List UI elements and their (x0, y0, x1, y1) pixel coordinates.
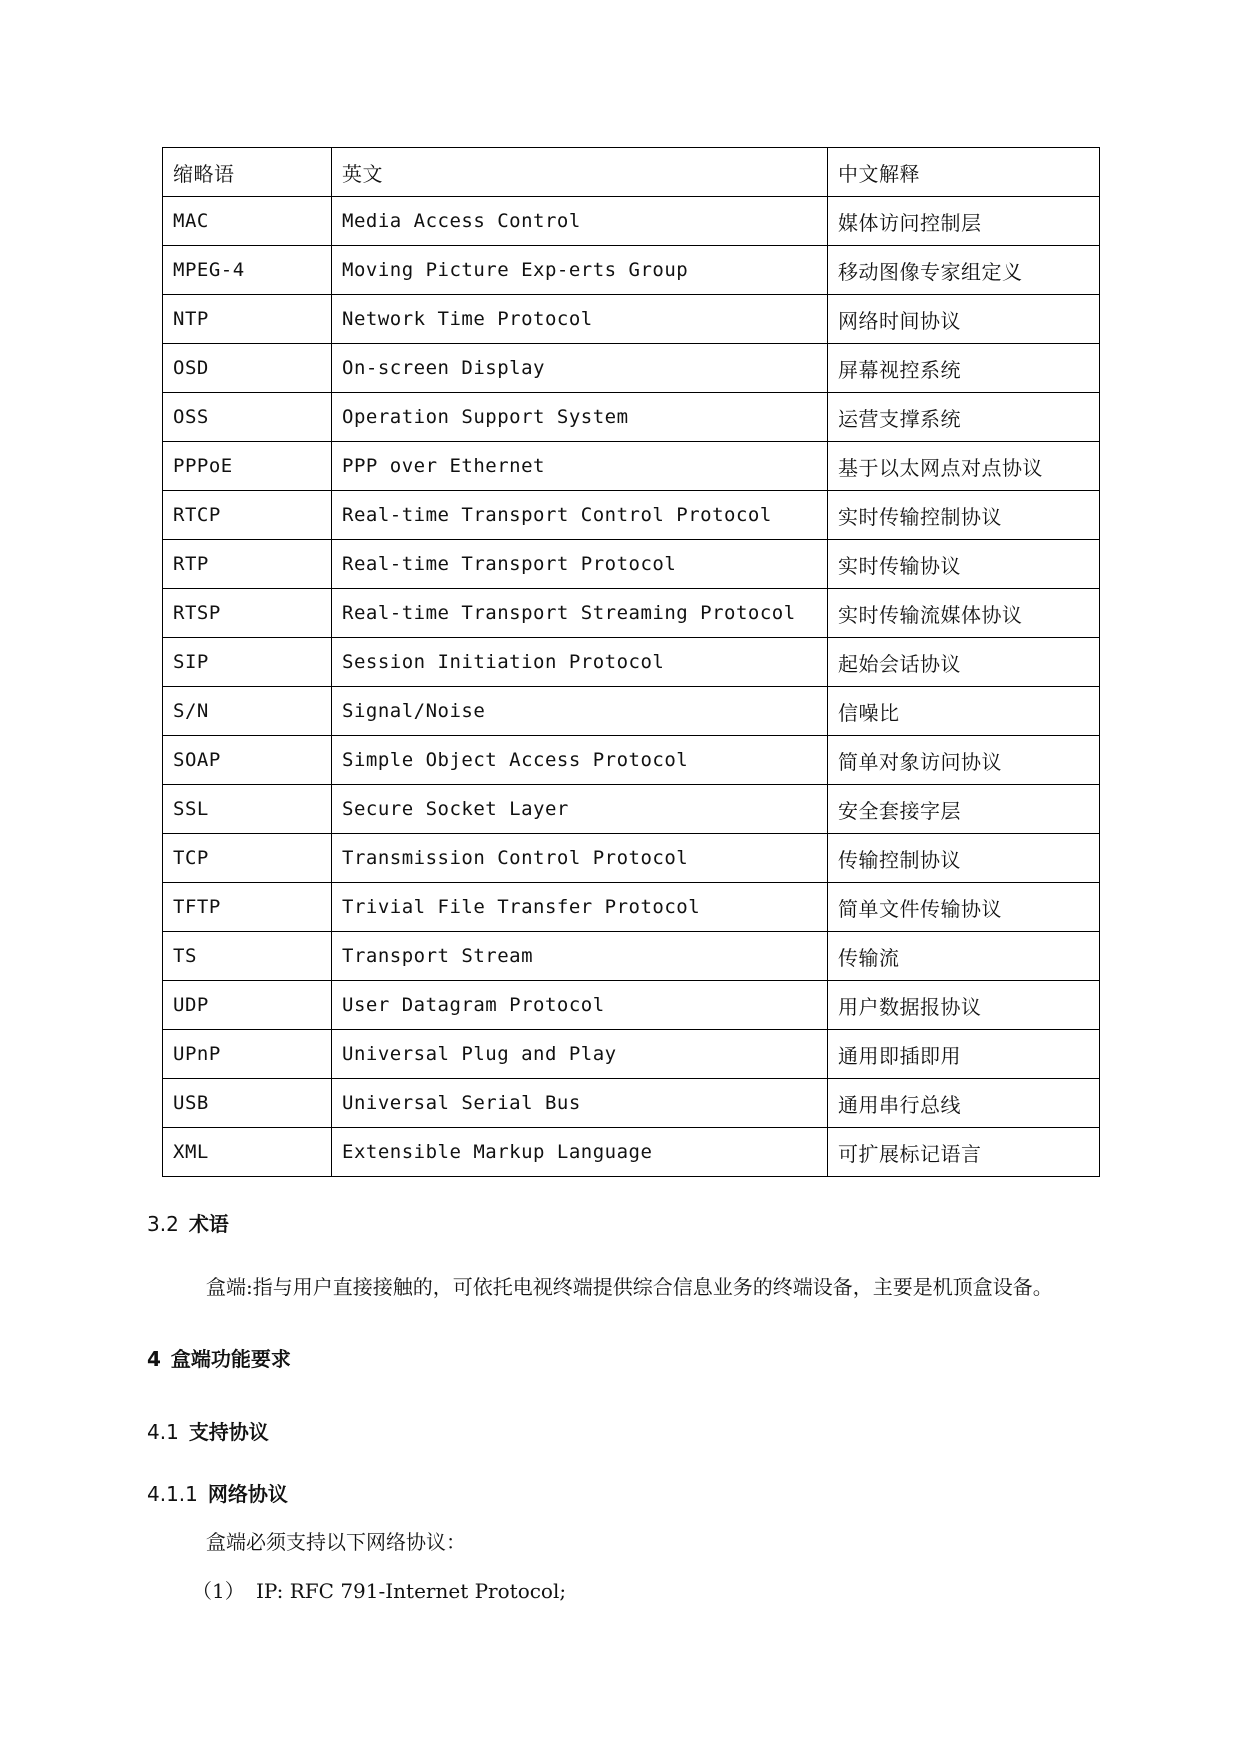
table-row (163, 589, 1100, 638)
table-row (163, 736, 1100, 785)
cell-chinese: 屏幕视控系统 (828, 344, 1100, 393)
table-row (163, 883, 1100, 932)
table-row (163, 295, 1100, 344)
cell-chinese: 简单文件传输协议 (828, 883, 1100, 932)
table-row (163, 393, 1100, 442)
cell-chinese: 传输控制协议 (828, 834, 1100, 883)
table-row (163, 344, 1100, 393)
cell-abbreviation: MAC (163, 197, 332, 246)
section-4-heading (147, 1343, 291, 1372)
cell-english: Universal Plug and Play (332, 1030, 828, 1079)
cell-chinese: 传输流 (828, 932, 1100, 981)
cell-english: Moving Picture Exp-erts Group (332, 246, 828, 295)
cell-english: Signal/Noise (332, 687, 828, 736)
cell-abbreviation: TCP (163, 834, 332, 883)
cell-english: Extensible Markup Language (332, 1128, 828, 1177)
section-title: 术语 (188, 1212, 229, 1236)
list-item-text: IP: RFC 791-Internet Protocol; (256, 1579, 567, 1603)
cell-abbreviation: S/N (163, 687, 332, 736)
table-header-row (163, 148, 1100, 197)
cell-chinese: 运营支撑系统 (828, 393, 1100, 442)
cell-chinese: 安全套接字层 (828, 785, 1100, 834)
section-4-1-1-heading (147, 1478, 288, 1507)
cell-chinese: 实时传输协议 (828, 540, 1100, 589)
cell-english: Secure Socket Layer (332, 785, 828, 834)
table-row (163, 785, 1100, 834)
cell-english: Universal Serial Bus (332, 1079, 828, 1128)
definition-paragraph: 盒端:指与用户直接接触的，可依托电视终端提供综合信息业务的终端设备，主要是机顶盒设备。 (206, 1275, 1053, 1299)
table-row (163, 1079, 1100, 1128)
cell-chinese: 简单对象访问协议 (828, 736, 1100, 785)
cell-chinese: 实时传输流媒体协议 (828, 589, 1100, 638)
cell-chinese: 基于以太网点对点协议 (828, 442, 1100, 491)
cell-english: Real-time Transport Streaming Protocol (332, 589, 828, 638)
header-english: 英文 (332, 148, 828, 197)
list-item (192, 1575, 566, 1604)
table-row (163, 197, 1100, 246)
section-3-2-heading (147, 1208, 229, 1237)
section-title: 支持协议 (188, 1420, 269, 1444)
cell-english: Session Initiation Protocol (332, 638, 828, 687)
cell-english: Trivial File Transfer Protocol (332, 883, 828, 932)
cell-abbreviation: PPPoE (163, 442, 332, 491)
table-row (163, 932, 1100, 981)
table-row (163, 687, 1100, 736)
table-row (163, 491, 1100, 540)
cell-chinese: 起始会话协议 (828, 638, 1100, 687)
cell-english: Transport Stream (332, 932, 828, 981)
cell-abbreviation: SSL (163, 785, 332, 834)
cell-abbreviation: UPnP (163, 1030, 332, 1079)
cell-chinese: 可扩展标记语言 (828, 1128, 1100, 1177)
cell-chinese: 媒体访问控制层 (828, 197, 1100, 246)
cell-english: Simple Object Access Protocol (332, 736, 828, 785)
cell-abbreviation: SOAP (163, 736, 332, 785)
cell-english: Real-time Transport Control Protocol (332, 491, 828, 540)
cell-abbreviation: NTP (163, 295, 332, 344)
cell-english: Transmission Control Protocol (332, 834, 828, 883)
cell-english: PPP over Ethernet (332, 442, 828, 491)
section-number: 3.2 (147, 1212, 179, 1236)
cell-abbreviation: RTSP (163, 589, 332, 638)
cell-chinese: 通用即插即用 (828, 1030, 1100, 1079)
table-row (163, 540, 1100, 589)
cell-abbreviation: TFTP (163, 883, 332, 932)
section-4-1-heading (147, 1416, 269, 1445)
table-row (163, 246, 1100, 295)
section-title: 盒端功能要求 (170, 1347, 291, 1371)
cell-abbreviation: RTCP (163, 491, 332, 540)
section-number: 4 (147, 1347, 161, 1371)
cell-abbreviation: SIP (163, 638, 332, 687)
cell-chinese: 移动图像专家组定义 (828, 246, 1100, 295)
cell-abbreviation: MPEG-4 (163, 246, 332, 295)
cell-abbreviation: TS (163, 932, 332, 981)
list-marker: （1） (192, 1579, 245, 1603)
cell-abbreviation: XML (163, 1128, 332, 1177)
cell-abbreviation: OSD (163, 344, 332, 393)
header-chinese: 中文解释 (828, 148, 1100, 197)
table-row (163, 1128, 1100, 1177)
cell-chinese: 用户数据报协议 (828, 981, 1100, 1030)
header-abbreviation: 缩略语 (163, 148, 332, 197)
cell-english: Operation Support System (332, 393, 828, 442)
cell-english: Media Access Control (332, 197, 828, 246)
cell-abbreviation: RTP (163, 540, 332, 589)
section-number: 4.1 (147, 1420, 179, 1444)
table-row (163, 981, 1100, 1030)
cell-chinese: 实时传输控制协议 (828, 491, 1100, 540)
cell-chinese: 通用串行总线 (828, 1079, 1100, 1128)
cell-english: Network Time Protocol (332, 295, 828, 344)
table-row (163, 638, 1100, 687)
table-row (163, 834, 1100, 883)
section-title: 网络协议 (207, 1482, 288, 1506)
cell-chinese: 信噪比 (828, 687, 1100, 736)
section-number: 4.1.1 (147, 1482, 198, 1506)
cell-english: On-screen Display (332, 344, 828, 393)
table-row (163, 442, 1100, 491)
cell-english: Real-time Transport Protocol (332, 540, 828, 589)
cell-abbreviation: OSS (163, 393, 332, 442)
protocol-intro-paragraph: 盒端必须支持以下网络协议： (206, 1530, 466, 1554)
cell-abbreviation: UDP (163, 981, 332, 1030)
cell-english: User Datagram Protocol (332, 981, 828, 1030)
abbreviation-table (162, 147, 1100, 1177)
cell-abbreviation: USB (163, 1079, 332, 1128)
table-row (163, 1030, 1100, 1079)
cell-chinese: 网络时间协议 (828, 295, 1100, 344)
